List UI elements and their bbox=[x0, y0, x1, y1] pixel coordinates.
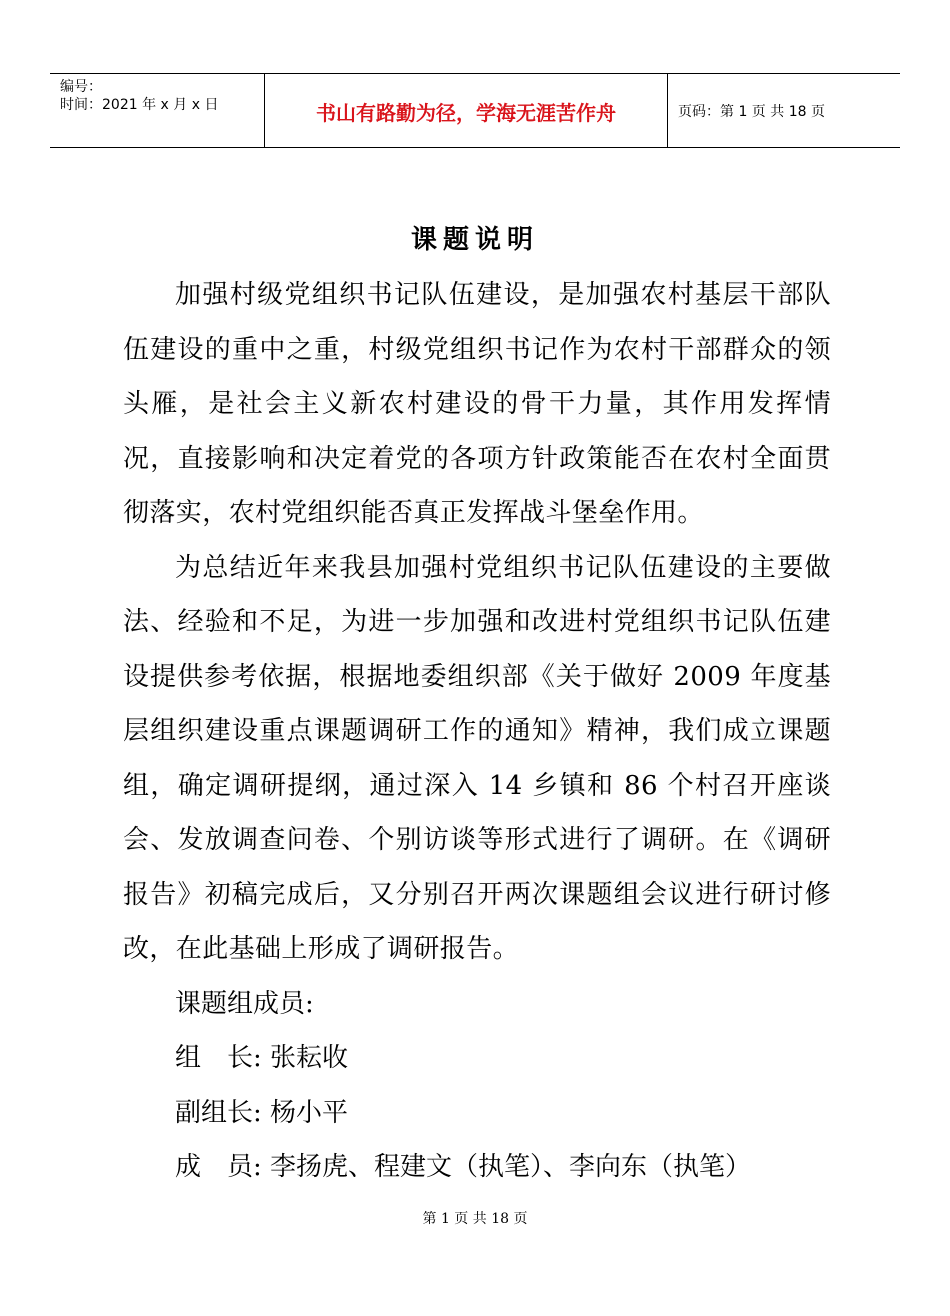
document-title: 课题说明 bbox=[410, 225, 539, 255]
doc-time-label: 时间：2021 年 x 月 x 日 bbox=[60, 97, 219, 113]
members-deputy: 副组长: 杨小平 bbox=[175, 1097, 349, 1128]
page-header bbox=[50, 73, 900, 148]
doc-number-label: 编号： bbox=[60, 79, 102, 95]
paragraph-2: 为总结近年来我县加强村党组织书记队伍建设的主要做法、经验和不足，为进一步加强和改进村党组织书记队伍建设提供参考依据，根据地委组织部《关于做好 2009 年度基层组织建设重点课题调研工作的通知》精神，我们成立课题组，确定调研提纲，通过深入 14 乡镇和 86 个村召开座谈会、发放调查问卷、个别访谈等形式进行了调研。在《调研报告》初稿完成后，又分别召开两次课题组会议进行研讨修改，在此基础上形成了调研报告。 bbox=[123, 552, 831, 964]
members-leader: 组 长: 张耘收 bbox=[175, 1043, 349, 1073]
members-staff: 成 员: 李扬虎、程建文（执笔）、李向东（执笔） bbox=[175, 1152, 752, 1182]
header-motto: 书山有路勤为径，学海无涯苦作舟 bbox=[265, 74, 668, 147]
document-body bbox=[123, 268, 831, 1195]
members-heading: 课题组成员: bbox=[175, 988, 314, 1019]
page-footer: 第 1 页 共 18 页 bbox=[422, 1211, 528, 1227]
header-page-code: 页码：第 1 页 共 18 页 bbox=[678, 103, 825, 120]
paragraph-1: 加强村级党组织书记队伍建设，是加强农村基层干部队伍建设的重中之重，村级党组织书记作为农村干部群众的领头雁，是社会主义新农村建设的骨干力量，其作用发挥情况，直接影响和决定着党的各项方针政策能否在农村全面贯彻落实，农村党组织能否真正发挥战斗堡垒作用。 bbox=[123, 280, 831, 528]
header-meta bbox=[50, 74, 265, 147]
